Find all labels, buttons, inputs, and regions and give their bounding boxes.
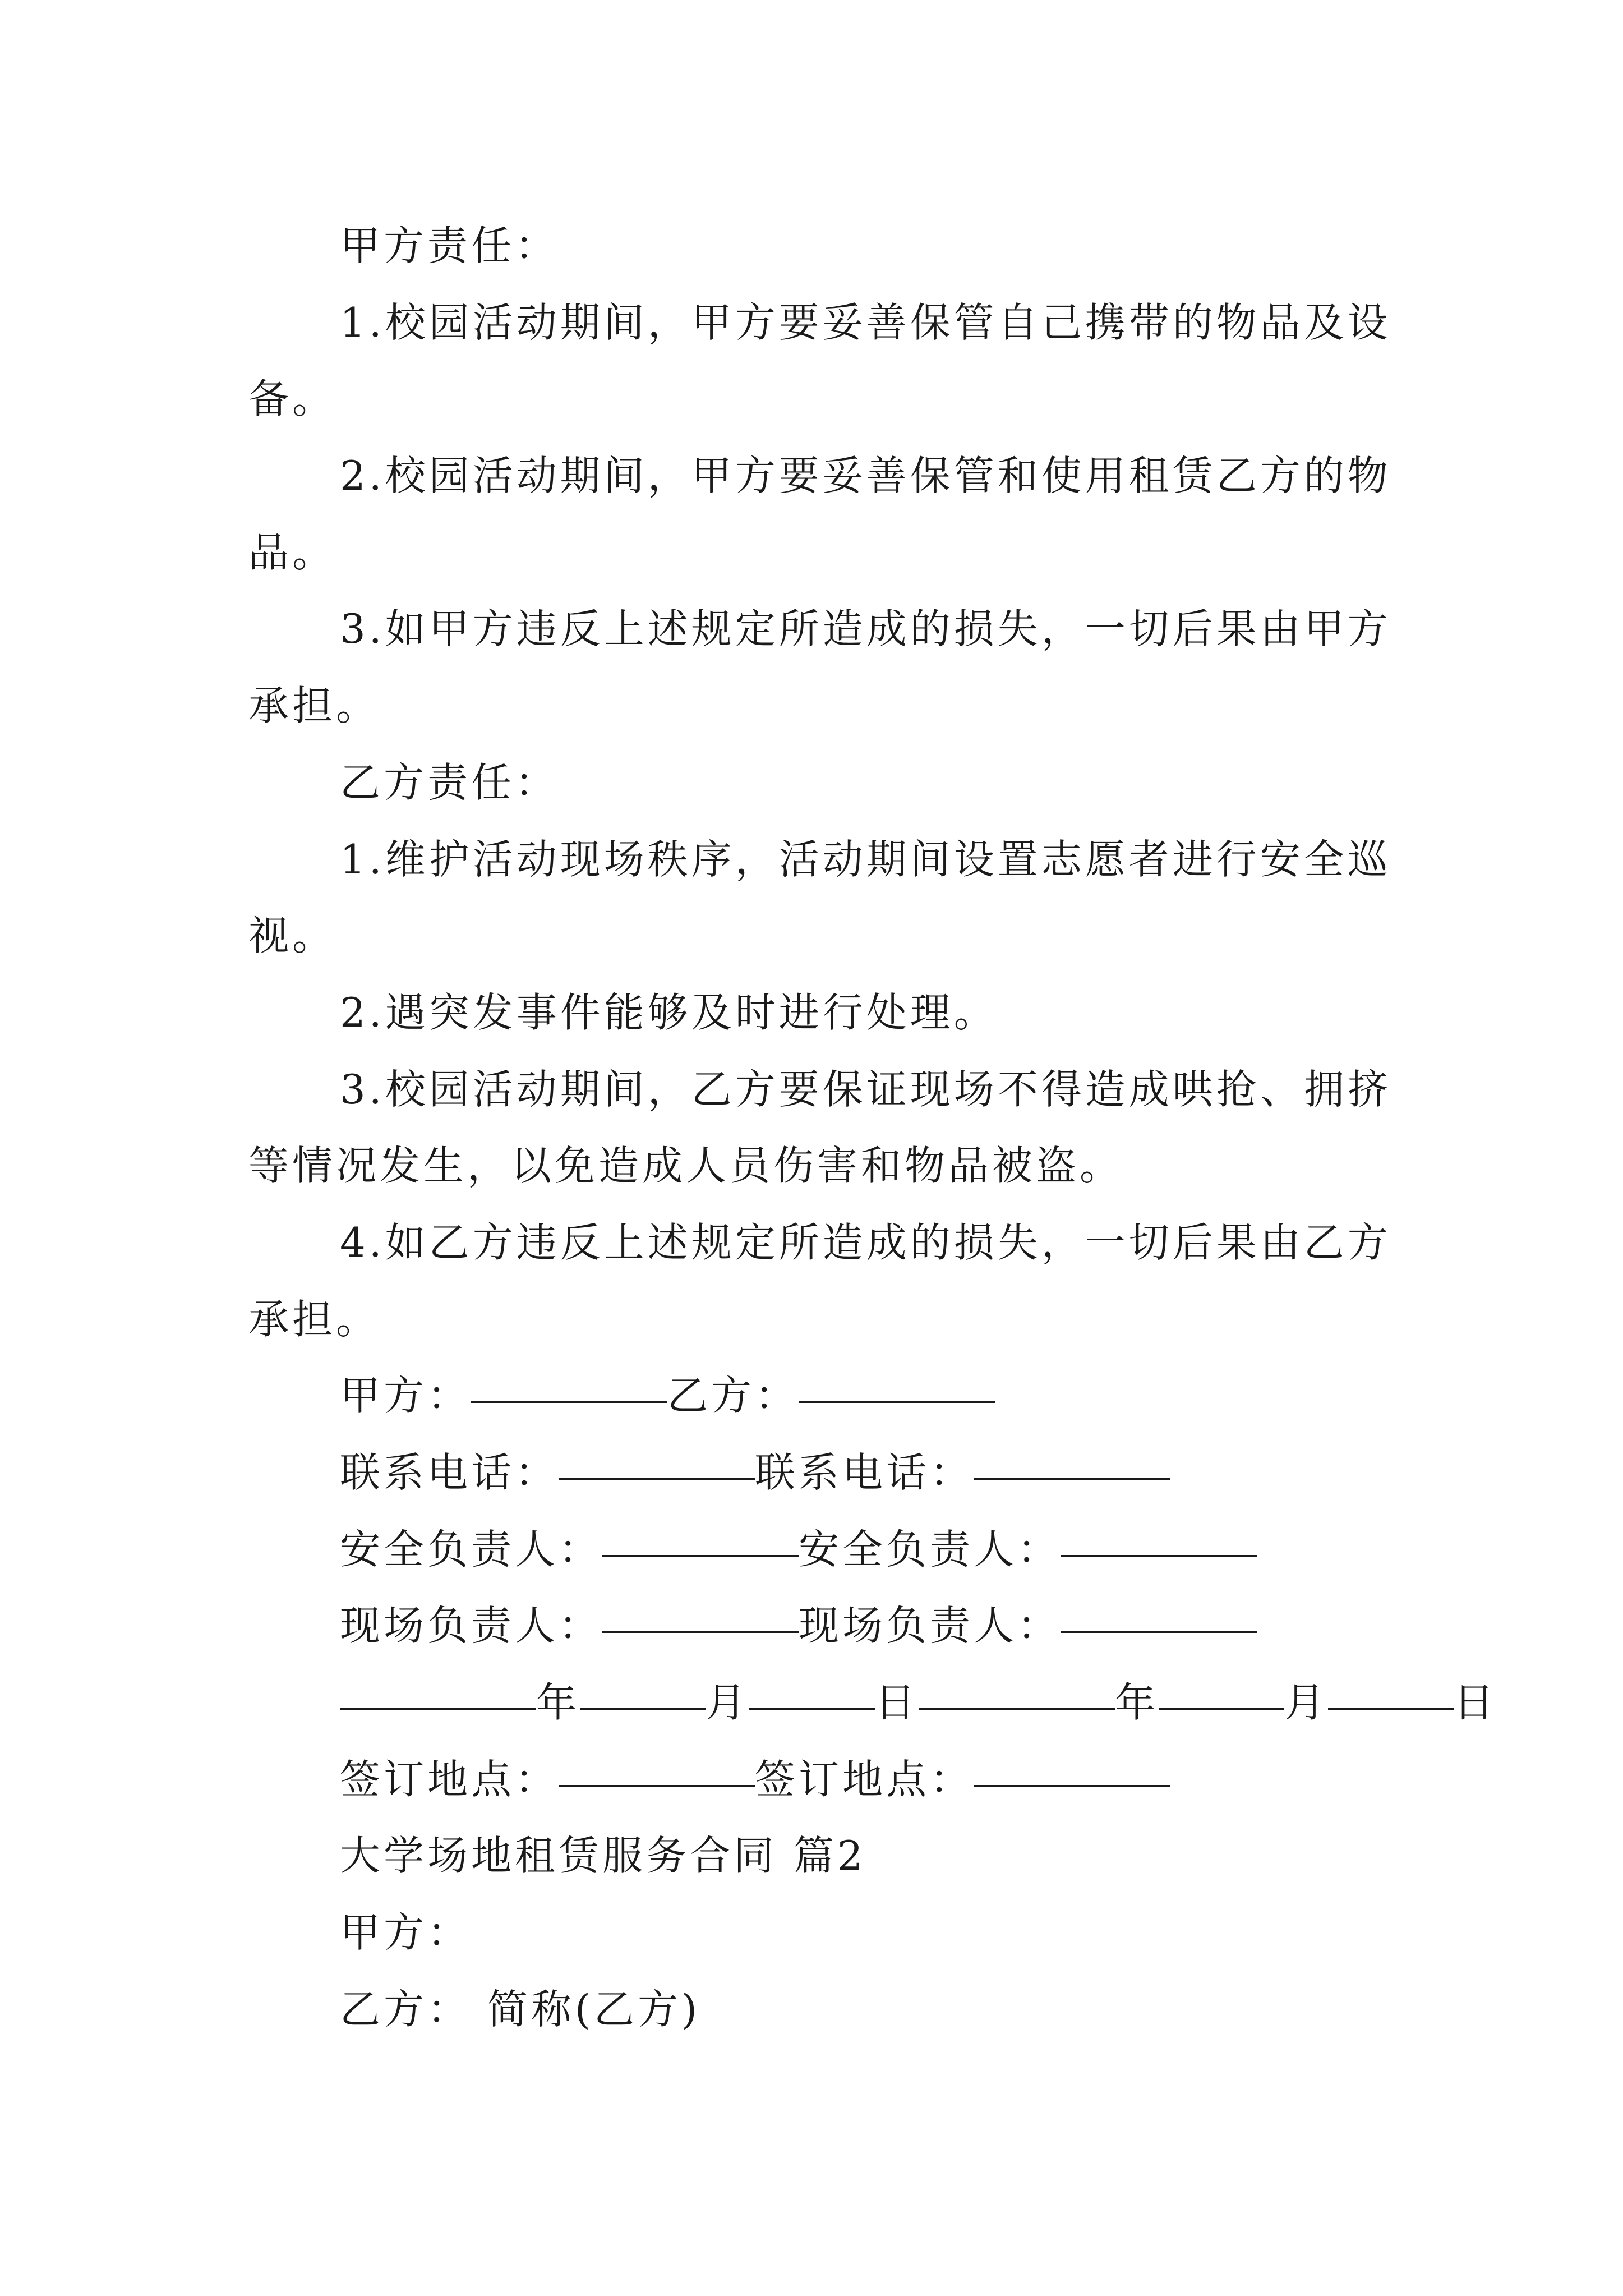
party-a-safety-label: 安全负责人： <box>340 1525 603 1573</box>
party-a-day-blank <box>749 1708 875 1710</box>
year-label: 年 <box>536 1679 580 1727</box>
party-b-onsite-blank <box>1061 1631 1257 1633</box>
party-b-phone-label: 联系电话： <box>755 1449 974 1496</box>
party-b-place-blank <box>974 1785 1170 1787</box>
party-b-item-4-cont: 承担。 <box>248 1295 380 1343</box>
party-b-day-blank <box>1328 1708 1454 1710</box>
party-a-phone-blank <box>559 1478 755 1480</box>
party-a-month-blank <box>580 1708 706 1710</box>
party-b-item-3-cont: 等情况发生，以免造成人员伤害和物品被盗。 <box>248 1142 1124 1190</box>
party-a-onsite-blank <box>602 1631 799 1633</box>
party-b-item-1-cont: 视。 <box>248 912 336 960</box>
party-b-year-blank <box>919 1708 1115 1710</box>
party-a-item-3: 3.如甲方违反上述规定所造成的损失，一切后果由甲方 <box>340 605 1391 653</box>
day-label-b: 日 <box>1454 1679 1498 1727</box>
party-a-item-1-cont: 备。 <box>248 375 336 423</box>
party-a-place-blank <box>559 1785 755 1787</box>
party-a-item-3-cont: 承担。 <box>248 682 380 730</box>
party-a-place-label: 签订地点： <box>340 1755 559 1803</box>
party-b-month-blank <box>1159 1708 1284 1710</box>
contract-body <box>248 208 1498 2048</box>
signature-party-row <box>248 1358 1381 1434</box>
signature-date-row <box>248 1664 1498 1741</box>
party-a-item-2: 2.校园活动期间，甲方要妥善保管和使用租赁乙方的物 <box>340 452 1391 500</box>
party-a-label: 甲方： <box>340 1372 472 1420</box>
party-a-duties-heading: 甲方责任： <box>340 222 559 269</box>
party-b-item-3: 3.校园活动期间，乙方要保证现场不得造成哄抢、拥挤 <box>340 1065 1391 1113</box>
party-b-duties-heading: 乙方责任： <box>340 758 559 806</box>
party-b-item-1: 1.维护活动现场秩序，活动期间设置志愿者进行安全巡 <box>340 835 1391 883</box>
party-a-phone-label: 联系电话： <box>340 1449 559 1496</box>
section-2-party-a: 甲方： <box>340 1909 472 1957</box>
party-a-item-2-cont: 品。 <box>248 528 336 576</box>
party-b-item-2: 2.遇突发事件能够及时进行处理。 <box>340 988 998 1036</box>
party-a-blank <box>471 1401 667 1403</box>
signature-safety-row <box>248 1511 1381 1588</box>
party-a-year-blank <box>340 1708 536 1710</box>
party-a-onsite-label: 现场负责人： <box>340 1602 603 1650</box>
section-2-party-b: 乙方： 简称(乙方) <box>340 1985 701 2033</box>
party-b-safety-blank <box>1061 1555 1257 1557</box>
day-label: 日 <box>875 1679 919 1727</box>
party-b-item-4: 4.如乙方违反上述规定所造成的损失，一切后果由乙方 <box>340 1218 1391 1266</box>
party-b-onsite-label: 现场负责人： <box>799 1602 1062 1650</box>
party-a-item-1: 1.校园活动期间，甲方要妥善保管自己携带的物品及设 <box>340 298 1391 346</box>
signature-onsite-row <box>248 1588 1381 1664</box>
party-b-label: 乙方： <box>667 1372 799 1420</box>
party-b-safety-label: 安全负责人： <box>799 1525 1062 1573</box>
party-a-safety-blank <box>602 1555 799 1557</box>
section-2-title: 大学场地租赁服务合同 篇2 <box>340 1832 866 1880</box>
month-label: 月 <box>706 1679 750 1727</box>
party-b-phone-blank <box>974 1478 1170 1480</box>
party-b-blank <box>799 1401 995 1403</box>
month-label-b: 月 <box>1284 1679 1329 1727</box>
signature-phone-row <box>248 1434 1381 1511</box>
signature-place-row <box>248 1741 1381 1818</box>
party-b-place-label: 签订地点： <box>755 1755 974 1803</box>
year-label-b: 年 <box>1115 1679 1159 1727</box>
